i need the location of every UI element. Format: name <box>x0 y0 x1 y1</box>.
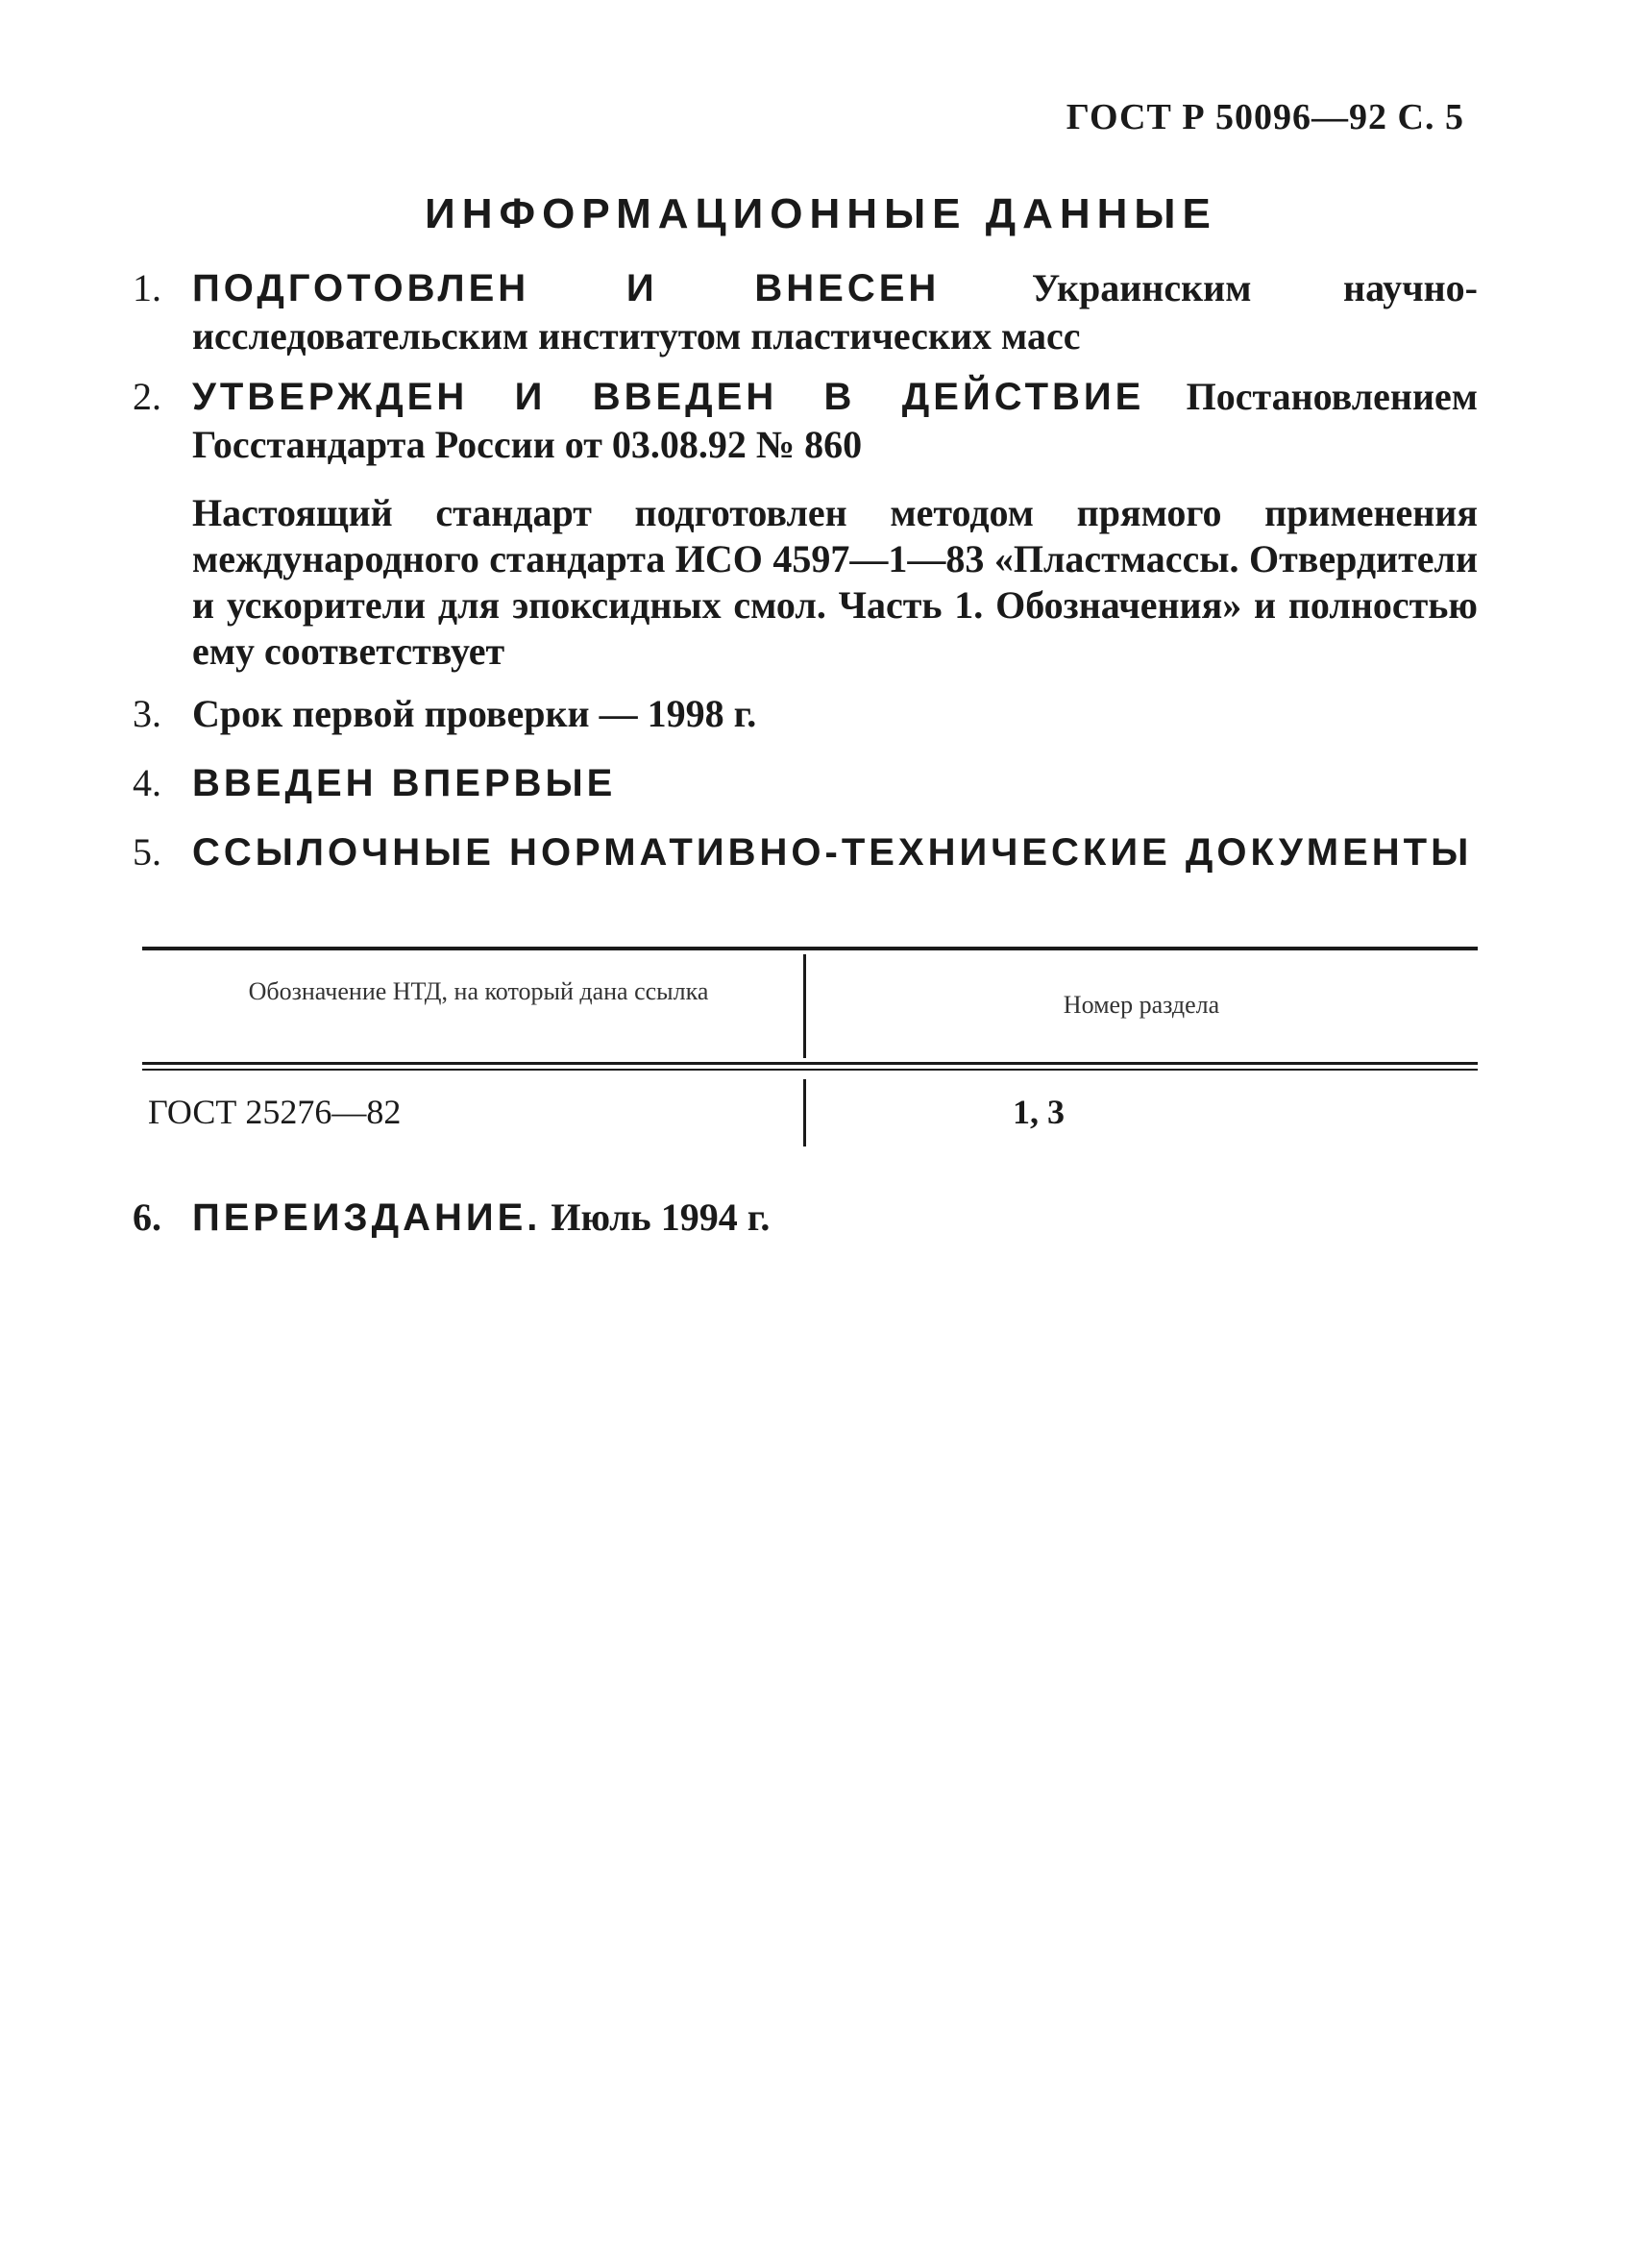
table-header-rule <box>142 1062 1478 1065</box>
list-item-6 <box>133 1194 1478 1242</box>
reference-table <box>142 947 1478 1163</box>
table-cell-section: 1, 3 <box>1013 1093 1065 1131</box>
item-body <box>192 373 1478 469</box>
item-body <box>192 1194 1478 1242</box>
standard-note: Настоящий стандарт подготовлен методом прямого применения международного стандарта ИСО 4597—1—83 «Пластмассы. Отвердители и ускорители для эпоксидных смол. Часть 1. Обозначения» и полностью ему соответствует <box>192 491 1478 673</box>
item-number: 4. <box>133 761 161 804</box>
table-cell-designation: ГОСТ 25276—82 <box>148 1093 402 1131</box>
list-item-4 <box>133 759 1478 807</box>
item-body <box>192 264 1478 360</box>
item-heading: ПОДГОТОВЛЕН И ВНЕСЕН <box>192 267 941 309</box>
item-text: Постановлением Госстандарта России от 03.08.92 № 860 <box>192 375 1479 466</box>
running-head: ГОСТ Р 50096—92 С. 5 <box>1066 97 1464 137</box>
table-header-designation: Обозначение НТД, на который дана ссылка <box>248 977 709 1005</box>
item-body <box>192 828 1478 876</box>
item-text: Срок первой проверки — 1998 г. <box>192 692 757 735</box>
table-header-section: Номер раздела <box>1063 991 1220 1019</box>
item-heading: ВВЕДЕН ВПЕРВЫЕ <box>192 762 617 804</box>
page-title: ИНФОРМАЦИОННЫЕ ДАННЫЕ <box>425 190 1217 237</box>
item-number: 6. <box>133 1196 161 1239</box>
table-top-rule <box>142 947 1478 950</box>
list-item-3 <box>133 690 1478 738</box>
item-heading: УТВЕРЖДЕН И ВВЕДЕН В ДЕЙСТВИЕ <box>192 376 1145 418</box>
item-heading: ССЫЛОЧНЫЕ НОРМАТИВНО-ТЕХНИЧЕСКИЕ ДОКУМЕНТЫ <box>192 831 1473 874</box>
item-body <box>192 759 1478 807</box>
list-item-5 <box>133 828 1478 876</box>
list-item-2 <box>133 373 1478 469</box>
item-number: 2. <box>133 375 161 418</box>
table-header-rule <box>142 1069 1478 1071</box>
item-number: 5. <box>133 830 161 874</box>
item-text: Июль 1994 г. <box>551 1196 771 1239</box>
item-body <box>192 690 1478 738</box>
item-number: 1. <box>133 266 161 309</box>
column-divider <box>803 954 806 1058</box>
item-heading: ПЕРЕИЗДАНИЕ. <box>192 1196 542 1239</box>
item-text: Украинским научно-исследовательским институтом пластических масс <box>192 266 1478 357</box>
column-divider <box>803 1079 806 1146</box>
item-number: 3. <box>133 692 161 735</box>
list-item-1 <box>133 264 1478 360</box>
